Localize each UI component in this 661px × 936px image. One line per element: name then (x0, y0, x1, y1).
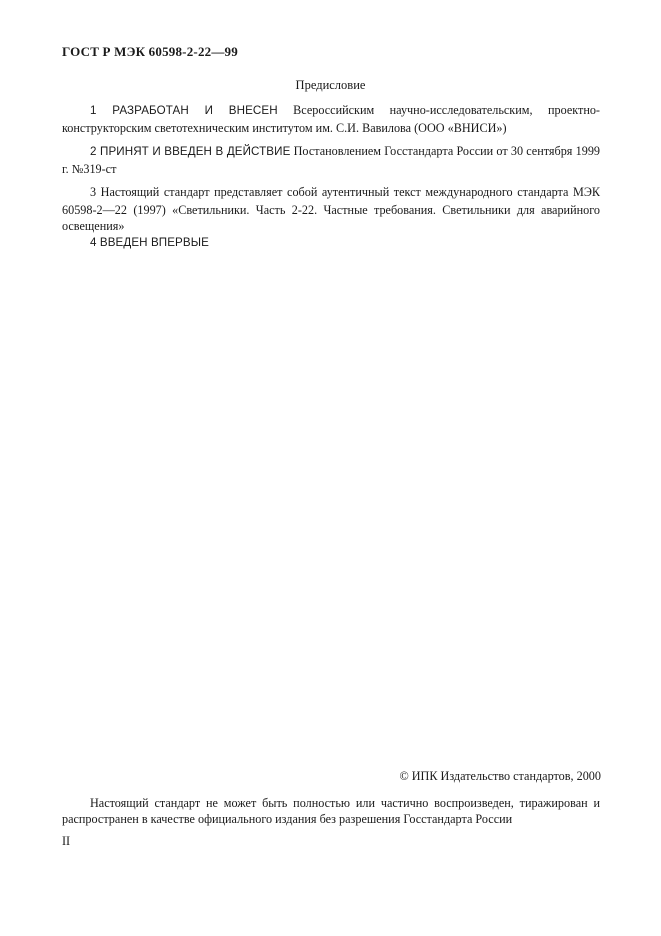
preface-item-1-lead: 1 РАЗРАБОТАН И ВНЕСЕН (90, 104, 278, 117)
page-number: II (62, 834, 71, 848)
preface-item-2-text: Постановлением Госстандарта России от 30 сентября 1999 г. №319-ст (62, 144, 601, 176)
preface-item-2 (62, 143, 600, 177)
preface-item-2-lead: 2 ПРИНЯТ И ВВЕДЕН В ДЕЙСТВИЕ (90, 145, 291, 158)
preface-title: Предисловие (295, 78, 366, 92)
preface-item-1-text: Всероссийским научно-исследовательским, проектно-конструкторским светотехническим институтом им. С.И. Вавилова (ООО «ВНИСИ») (62, 103, 600, 135)
preface-item-3 (62, 184, 600, 235)
preface-item-4 (62, 234, 600, 252)
preface-item-1 (62, 102, 600, 136)
preface-item-3-text: 3 Настоящий стандарт представляет собой аутентичный текст международного стандарта МЭК 60598-2—22 (1997) «Светильники. Часть 2-22. Частные требования. Светильники для аварийного освещения» (62, 185, 600, 233)
preface-item-4-lead: 4 ВВЕДЕН ВПЕРВЫЕ (90, 236, 209, 249)
reproduction-notice: Настоящий стандарт не может быть полностью или частично воспроизведен, тиражирован и распространен в качестве официального издания без разрешения Госстандарта России (62, 796, 600, 826)
standard-code-header: ГОСТ Р МЭК 60598-2-22—99 (62, 44, 238, 59)
copyright-line: © ИПК Издательство стандартов, 2000 (399, 769, 601, 783)
